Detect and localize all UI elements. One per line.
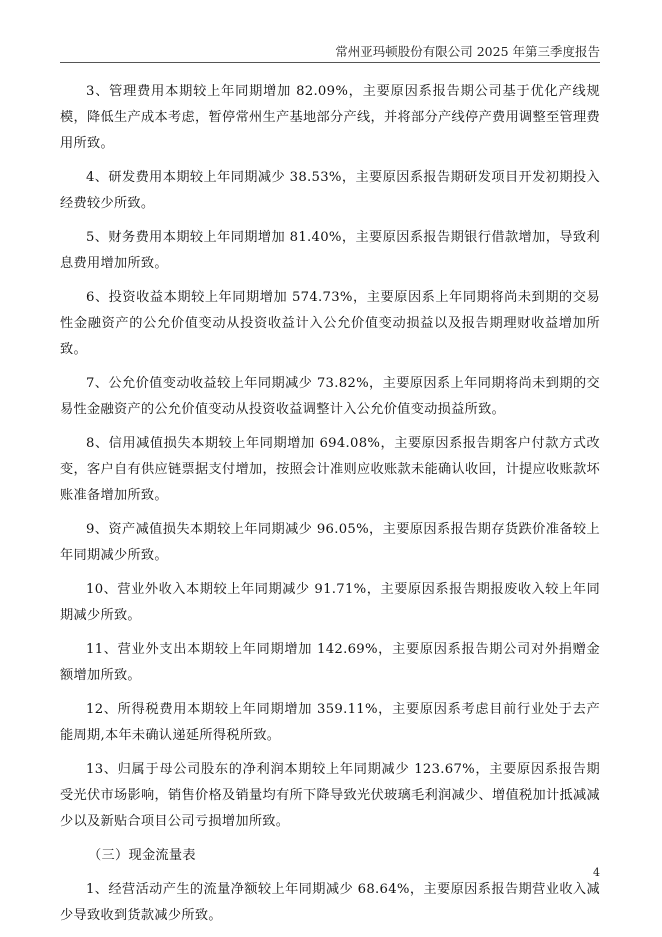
page-number: 4 — [593, 866, 600, 879]
cash-flow-paragraph-1: 1、经营活动产生的流量净额较上年同期减少 68.64%，主要原因系报告期营业收入减少导致收到货款减少所致。 — [60, 882, 600, 923]
page-header — [60, 38, 600, 63]
paragraph-item-4: 4、研发费用本期较上年同期减少 38.53%，主要原因系报告期研发项目开发初期投入经费较少所致。 — [60, 170, 600, 211]
paragraph-item-7: 7、公允价值变动收益较上年同期减少 73.82%，主要原因系上年同期将尚未到期的交易性金融资产的公允价值变动从投资收益调整计入公允价值变动损益所致。 — [60, 376, 600, 417]
paragraph-item-5: 5、财务费用本期较上年同期增加 81.40%，主要原因系报告期银行借款增加，导致利息费用增加所致。 — [60, 230, 600, 271]
document-body — [60, 79, 600, 937]
paragraph-item-3: 3、管理费用本期较上年同期增加 82.09%，主要原因系报告期公司基于优化产线规模，降低生产成本考虑，暂停常州生产基地部分产线，并将部分产线停产费用调整至管理费用所致。 — [60, 84, 600, 151]
cash-flow-section-heading: （三）现金流量表 — [88, 848, 196, 863]
paragraph-item-10: 10、营业外收入本期较上年同期减少 91.71%，主要原因系报告期报废收入较上年同期减少所致。 — [60, 582, 600, 623]
header-title: 常州亚玛顿股份有限公司 2025 年第三季度报告 — [335, 44, 600, 59]
paragraph-item-8: 8、信用减值损失本期较上年同期增加 694.08%，主要原因系报告期客户付款方式改变，客户自有供应链票据支付增加，按照会计准则应收账款未能确认收回，计提应收账款坏账准备增加所致。 — [60, 436, 600, 503]
paragraph-item-6: 6、投资收益本期较上年同期增加 574.73%，主要原因系上年同期将尚未到期的交易性金融资产的公允价值变动从投资收益计入公允价值变动损益以及报告期理财收益增加所致。 — [60, 290, 600, 357]
paragraph-item-12: 12、所得税费用本期较上年同期增加 359.11%，主要原因系考虑目前行业处于去产能周期,本年未确认递延所得税所致。 — [60, 702, 600, 743]
paragraph-item-13: 13、归属于母公司股东的净利润本期较上年同期减少 123.67%，主要原因系报告期受光伏市场影响，销售价格及销量均有所下降导致光伏玻璃毛利润减少、增值税加计抵减减少以及新贴合项目公司亏损增加所致。 — [60, 762, 600, 829]
paragraph-item-11: 11、营业外支出本期较上年同期增加 142.69%，主要原因系报告期公司对外捐赠金额增加所致。 — [60, 642, 600, 683]
paragraph-item-9: 9、资产减值损失本期较上年同期减少 96.05%，主要原因系报告期存货跌价准备较上年同期减少所致。 — [60, 522, 600, 563]
